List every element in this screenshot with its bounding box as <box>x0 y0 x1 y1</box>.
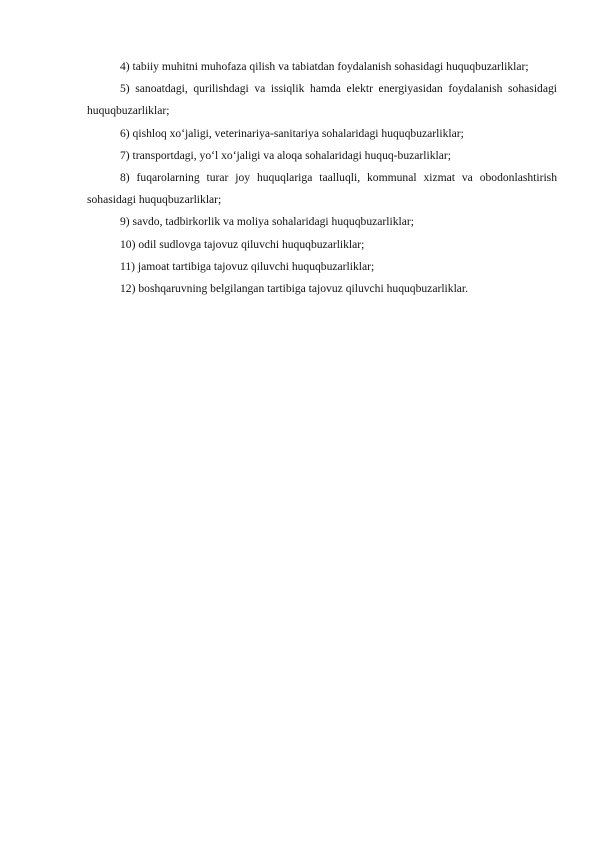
list-item-7: 7) transportdagi, yo‘l xo‘jaligi va aloqa sohalaridagi huquq-buzarliklar; <box>120 148 451 162</box>
document-body <box>87 56 557 300</box>
list-item-9: 9) savdo, tadbirkorlik va moliya sohalaridagi huquqbuzarliklar; <box>120 215 414 229</box>
list-item-12: 12) boshqaruvning belgilangan tartibiga tajovuz qiluvchi huquqbuzarliklar. <box>120 282 469 296</box>
list-item-4: 4) tabiiy muhitni muhofaza qilish va tabiatdan foydalanish sohasidagi huquqbuzarliklar; <box>120 60 529 73</box>
list-item-8: 8) fuqarolarning turar joy huquqlariga taalluqli, kommunal xizmat va obodonlashtirish sohasidagi huquqbuzarliklar; <box>87 171 557 207</box>
list-item-10: 10) odil sudlovga tajovuz qiluvchi huquqbuzarliklar; <box>120 237 365 251</box>
list-item-11: 11) jamoat tartibiga tajovuz qiluvchi huquqbuzarliklar; <box>120 259 375 273</box>
list-item-5: 5) sanoatdagi, qurilishdagi va issiqlik hamda elektr energiyasidan foydalanish sohasidagi huquqbuzarliklar; <box>87 82 557 118</box>
list-item-6: 6) qishloq xo‘jaligi, veterinariya-sanitariya sohalaridagi huquqbuzarliklar; <box>120 126 464 140</box>
